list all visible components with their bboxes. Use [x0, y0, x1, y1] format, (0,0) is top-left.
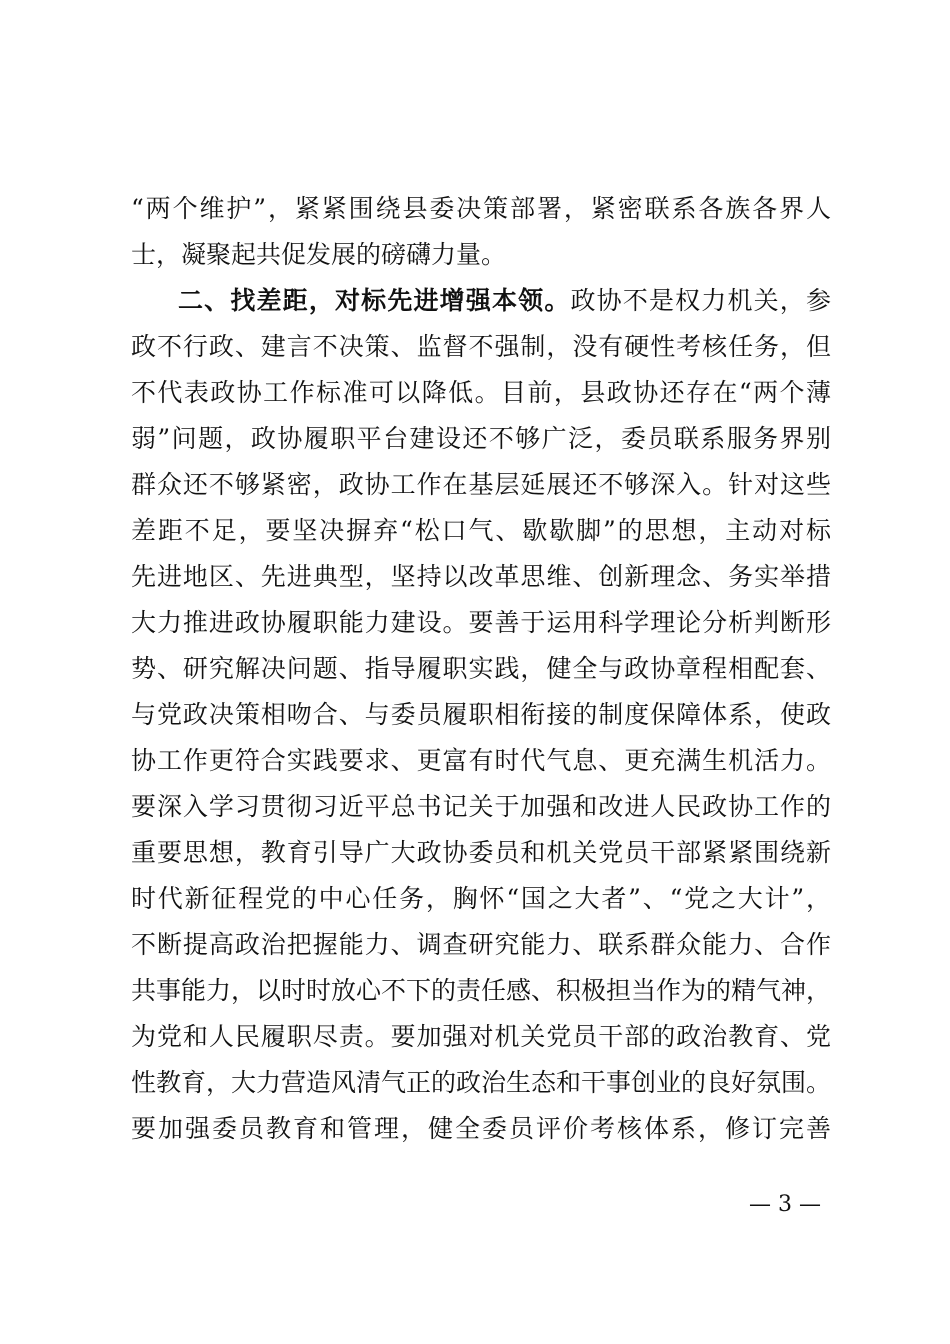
- body-line-19: 为党和人民履职尽责。要加强对机关党员干部的政治教育、党: [131, 1022, 831, 1051]
- page-number: — 3 —: [749, 1192, 821, 1217]
- body-line-2: 士，凝聚起共促发展的磅礴力量。: [131, 240, 507, 269]
- body-line-15: 重要思想，教育引导广大政协委员和机关党员干部紧紧围绕新: [131, 838, 831, 867]
- body-line-6: 弱”问题，政协履职平台建设还不够广泛，委员联系服务界别: [131, 424, 831, 453]
- body-line-20: 性教育，大力营造风清气正的政治生态和干事创业的良好氛围。: [131, 1068, 832, 1097]
- body-line-1: “两个维护”，紧紧围绕县委决策部署，紧密联系各族各界人: [131, 194, 831, 223]
- body-line-11: 势、研究解决问题、指导履职实践，健全与政协章程相配套、: [131, 654, 831, 683]
- body-line-14: 要深入学习贯彻习近平总书记关于加强和改进人民政协工作的: [131, 792, 831, 821]
- section-heading: 二、找差距，对标先进增强本领。: [178, 286, 571, 315]
- body-line-12: 与党政决策相吻合、与委员履职相衔接的制度保障体系，使政: [131, 700, 831, 729]
- body-line-21: 要加强委员教育和管理，健全委员评价考核体系，修订完善: [131, 1114, 831, 1143]
- body-line-10: 大力推进政协履职能力建设。要善于运用科学理论分析判断形: [131, 608, 831, 637]
- body-line-16: 时代新征程党的中心任务，胸怀“国之大者”、“党之大计”，: [131, 884, 831, 913]
- body-line-9: 先进地区、先进典型，坚持以改革思维、创新理念、务实举措: [131, 562, 831, 591]
- body-line-7: 群众还不够紧密，政协工作在基层延展还不够深入。针对这些: [131, 470, 831, 499]
- body-line-13: 协工作更符合实践要求、更富有时代气息、更充满生机活力。: [131, 746, 831, 775]
- section-heading-continuation: 政协不是权力机关，参: [570, 286, 831, 315]
- body-line-5: 不代表政协工作标准可以降低。目前，县政协还存在“两个薄: [131, 378, 831, 407]
- section-heading-line: [178, 278, 831, 324]
- body-line-8: 差距不足，要坚决摒弃“松口气、歇歇脚”的思想，主动对标: [131, 516, 831, 545]
- body-line-17: 不断提高政治把握能力、调查研究能力、联系群众能力、合作: [131, 930, 831, 959]
- body-line-18: 共事能力，以时时放心不下的责任感、积极担当作为的精气神，: [131, 976, 832, 1005]
- body-line-4: 政不行政、建言不决策、监督不强制，没有硬性考核任务，但: [131, 332, 831, 361]
